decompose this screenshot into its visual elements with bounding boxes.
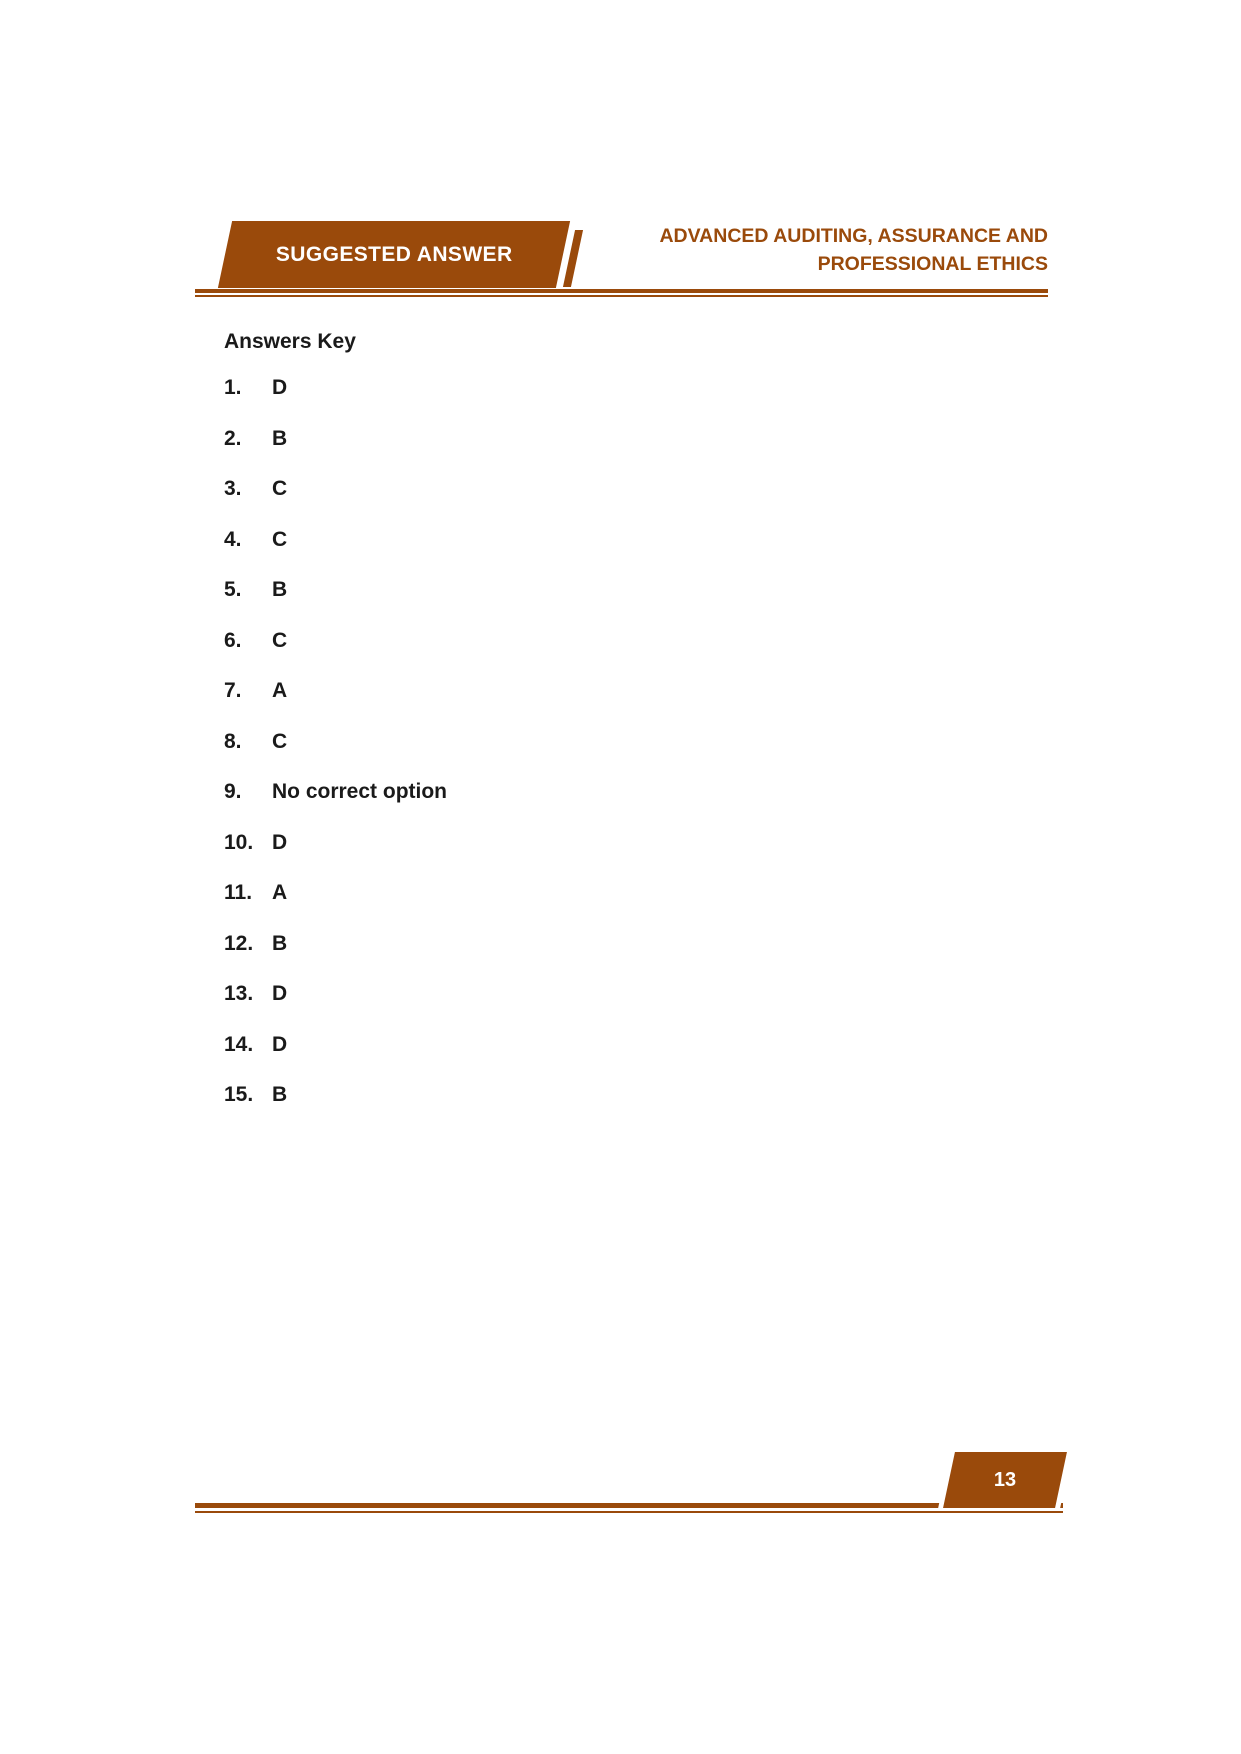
answer-item (224, 679, 447, 730)
answer-item (224, 881, 447, 932)
answer-value: C (272, 729, 288, 753)
answer-value: C (272, 527, 288, 551)
suggested-answer-banner (218, 221, 570, 288)
document-title-line1: ADVANCED AUDITING, ASSURANCE AND (659, 225, 1048, 247)
banner-label: SUGGESTED ANSWER (275, 242, 513, 266)
answer-number: 11. (224, 881, 253, 904)
answer-number: 2. (224, 426, 242, 450)
footer-rule-thick (195, 1503, 1063, 1508)
answer-item (224, 780, 447, 831)
answer-item (224, 1033, 447, 1084)
answer-number: 13. (224, 982, 254, 1005)
answers-list (224, 376, 447, 1134)
answer-value: B (272, 578, 288, 601)
answer-number: 9. (224, 780, 242, 803)
header-rule-thin (195, 295, 1048, 297)
answer-item (224, 932, 447, 983)
document-title-line2: PROFESSIONAL ETHICS (817, 253, 1048, 275)
answer-number: 12. (224, 931, 254, 955)
answer-number: 10. (224, 830, 254, 854)
answer-item (224, 831, 447, 882)
answer-value: C (272, 628, 288, 652)
answer-item (224, 427, 447, 478)
answers-key-heading: Answers Key (224, 330, 356, 353)
answer-value: B (272, 931, 288, 955)
answer-item (224, 477, 447, 528)
page-number: 13 (993, 1468, 1017, 1491)
answer-number: 8. (224, 729, 242, 753)
answer-number: 14. (224, 1032, 254, 1056)
document-title (600, 222, 1048, 278)
answer-number: 3. (224, 477, 242, 500)
answer-item (224, 982, 447, 1033)
answer-item (224, 528, 447, 579)
answer-item (224, 730, 447, 781)
page-number-badge (943, 1452, 1067, 1508)
answer-number: 15. (224, 1083, 254, 1106)
answer-item (224, 1083, 447, 1134)
answer-value: D (272, 982, 288, 1005)
answer-number: 5. (224, 578, 242, 601)
answer-value: D (272, 830, 288, 854)
answer-number: 6. (224, 628, 242, 652)
answer-number: 4. (224, 527, 242, 551)
answer-number: 1. (224, 376, 242, 399)
answer-value: C (272, 477, 288, 500)
answer-value: A (272, 679, 288, 702)
answer-item (224, 376, 447, 427)
answer-value: A (272, 881, 288, 904)
answer-value: B (272, 1083, 288, 1106)
answer-number: 7. (224, 679, 242, 702)
answer-item (224, 629, 447, 680)
footer-rule-thin (195, 1511, 1063, 1513)
answer-item (224, 578, 447, 629)
answer-value: No correct option (272, 780, 448, 803)
answer-value: D (272, 1032, 288, 1056)
answer-value: D (272, 376, 288, 399)
header-rule-thick (195, 289, 1048, 293)
answer-value: B (272, 426, 288, 450)
